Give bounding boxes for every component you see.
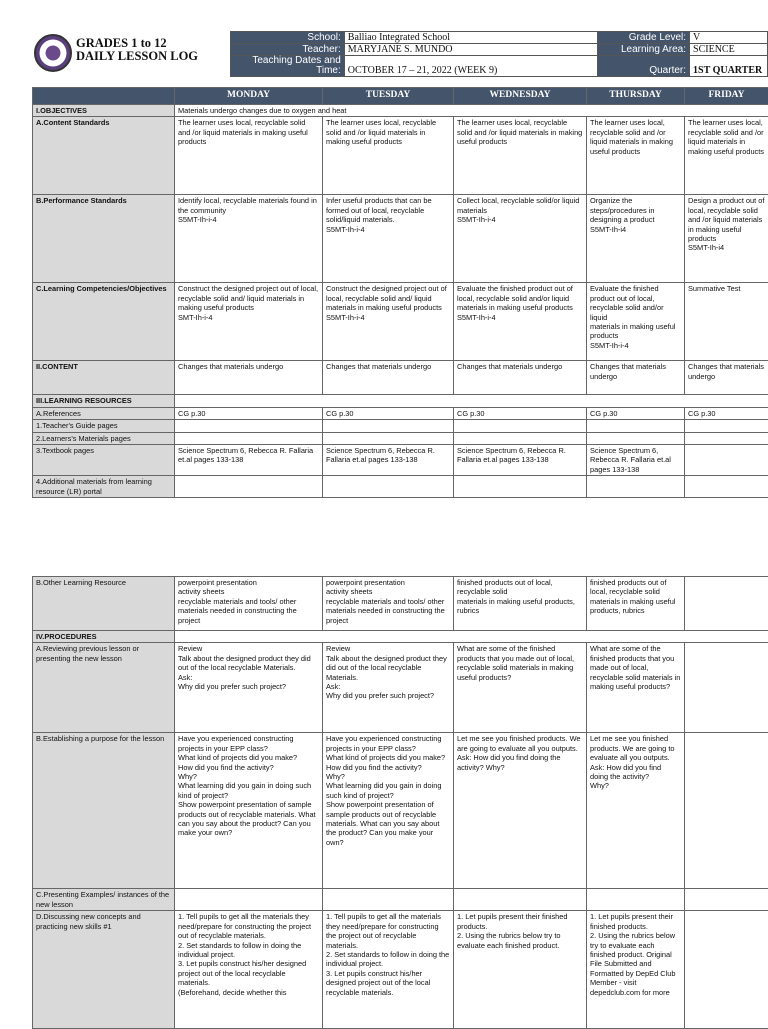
reviewing-tuesday: Review Talk about the designed product they did out of the local recyclable Materials. Ask: Why did you prefer such project? bbox=[323, 643, 454, 733]
other-resource-monday: powerpoint presentation activity sheets recyclable materials and tools/ other materials needed in constructing the project bbox=[175, 577, 323, 631]
competencies-friday: Summative Test bbox=[685, 283, 768, 361]
tg-cell bbox=[323, 420, 454, 432]
textbook-row bbox=[33, 445, 768, 476]
performance-standards-monday: Identify local, recyclable materials found in the community S5MT-Ih-i-4 bbox=[175, 195, 323, 283]
additional-cell bbox=[685, 476, 768, 498]
resources-spacer bbox=[175, 395, 768, 407]
deped-seal-icon bbox=[34, 34, 72, 72]
day-header-friday: FRIDAY bbox=[685, 88, 768, 105]
presenting-label: C.Presenting Examples/ instances of the new lesson bbox=[33, 889, 175, 911]
reviewing-monday: Review Talk about the designed product they did out of the local recyclable Materials. Ask: Why did you prefer such project? bbox=[175, 643, 323, 733]
discussing-friday bbox=[685, 911, 768, 1029]
textbook-friday bbox=[685, 445, 768, 476]
resources-row bbox=[33, 395, 768, 407]
textbook-thursday: Science Spectrum 6, Rebecca R. Fallaria et.al pages 133-138 bbox=[587, 445, 685, 476]
additional-cell bbox=[454, 476, 587, 498]
quarter-value: 1ST QUARTER bbox=[690, 56, 768, 77]
day-header-wednesday: WEDNESDAY bbox=[454, 88, 587, 105]
lm-pages-row bbox=[33, 432, 768, 444]
content-standards-label: A.Content Standards bbox=[33, 117, 175, 195]
discussing-row bbox=[33, 911, 768, 1029]
references-wednesday: CG p.30 bbox=[454, 407, 587, 419]
content-standards-friday: The learner uses local, recyclable solid and /or liquid materials in making useful products bbox=[685, 117, 768, 195]
tg-cell bbox=[175, 420, 323, 432]
other-resource-thursday: finished products out of local, recyclable solid materials in making useful products, rubrics bbox=[587, 577, 685, 631]
lesson-table-page-1 bbox=[32, 87, 768, 498]
discussing-thursday: 1. Let pupils present their finished products. 2. Using the rubrics below try to evaluate each finished product. Original File Submitted and Formatted by DepEd Club Member - visit depedclub.com for more bbox=[587, 911, 685, 1029]
lm-pages-label: 2.Learners's Materials pages bbox=[33, 432, 175, 444]
references-tuesday: CG p.30 bbox=[323, 407, 454, 419]
competencies-wednesday: Evaluate the finished product out of local, recyclable solid and/or liquid materials in making useful products S5MT-Ih-i-4 bbox=[454, 283, 587, 361]
performance-standards-tuesday: Infer useful products that can be formed out of local, recyclable solid/liquid materials. S5MT-Ih-i-4 bbox=[323, 195, 454, 283]
discussing-monday: 1. Tell pupils to get all the materials they need/prepare for constructing the project out of recyclable materials. 2. Set standards to follow in doing the individual project. 3. Let pupils construct his/her designed project out of the local recyclable materials. (Beforehand, decide whether this bbox=[175, 911, 323, 1029]
reviewing-label: A.Reviewing previous lesson or presenting the new lesson bbox=[33, 643, 175, 733]
content-friday: Changes that materials undergo bbox=[685, 361, 768, 395]
teacher-value: MARYJANE S. MUNDO bbox=[344, 44, 597, 56]
resources-label: III.LEARNING RESOURCES bbox=[33, 395, 175, 407]
performance-standards-thursday: Organize the steps/procedures in designing a product S5MT-Ih-i4 bbox=[587, 195, 685, 283]
tg-cell bbox=[587, 420, 685, 432]
references-label: A.References bbox=[33, 407, 175, 419]
textbook-monday: Science Spectrum 6, Rebecca R. Fallaria et.al pages 133-138 bbox=[175, 445, 323, 476]
additional-row bbox=[33, 476, 768, 498]
references-row bbox=[33, 407, 768, 419]
area-label: Learning Area: bbox=[598, 44, 690, 56]
purpose-monday: Have you experienced constructing projects in your EPP class? What kind of projects did you make? How did you find the activity? Why? What learning did you gain in doing such kind of project? Show powerpoint presentation of sample products out of recyclable materials. What can you say about the product? Can you make your own? bbox=[175, 733, 323, 889]
lesson-table-page-2 bbox=[32, 576, 768, 1029]
page-two bbox=[32, 576, 768, 1029]
header bbox=[32, 31, 768, 77]
purpose-tuesday: Have you experienced constructing projects in your EPP class? What kind of projects did you make? How did you find the activity? Why? What learning did you gain in doing such kind of project? Show powerpoint presentation of sample products out of recyclable materials. What can you say about the product? Can you make your own? bbox=[323, 733, 454, 889]
teacher-label: Teacher: bbox=[231, 44, 345, 56]
other-resource-friday bbox=[685, 577, 768, 631]
purpose-wednesday: Let me see you finished products. We are going to evaluate all you outputs. Ask: How did you find doing the activity? Why? bbox=[454, 733, 587, 889]
performance-standards-wednesday: Collect local, recyclable solid/or liquid materials S5MT-Ih-i-4 bbox=[454, 195, 587, 283]
competencies-thursday: Evaluate the finished product out of local, recyclable solid and/or liquid materials in making useful products S5MT-Ih-i-4 bbox=[587, 283, 685, 361]
content-standards-tuesday: The learner uses local, recyclable solid and /or liquid materials in making useful products bbox=[323, 117, 454, 195]
content-row bbox=[33, 361, 768, 395]
other-resource-label: B.Other Learning Resource bbox=[33, 577, 175, 631]
textbook-tuesday: Science Spectrum 6, Rebecca R. Fallaria et.al pages 133-138 bbox=[323, 445, 454, 476]
purpose-row bbox=[33, 733, 768, 889]
references-monday: CG p.30 bbox=[175, 407, 323, 419]
content-standards-monday: The learner uses local, recyclable solid and /or liquid materials in making useful products bbox=[175, 117, 323, 195]
other-resource-wednesday: finished products out of local, recyclable solid materials in making useful products, rubrics bbox=[454, 577, 587, 631]
references-thursday: CG p.30 bbox=[587, 407, 685, 419]
lm-cell bbox=[175, 432, 323, 444]
performance-standards-friday: Design a product out of local, recyclable solid and /or liquid materials in making useful products S5MT-Ih-i4 bbox=[685, 195, 768, 283]
discussing-tuesday: 1. Tell pupils to get all the materials they need/prepare for constructing the project out of recyclable materials. 2. Set standards to follow in doing the individual project. 3. Let pupils construct his/her designed project out of the local recyclable materials. bbox=[323, 911, 454, 1029]
procedures-row bbox=[33, 631, 768, 643]
title-line-1: GRADES 1 to 12 bbox=[76, 37, 198, 50]
content-tuesday: Changes that materials undergo bbox=[323, 361, 454, 395]
competencies-label: C.Learning Competencies/Objectives bbox=[33, 283, 175, 361]
competencies-tuesday: Construct the designed project out of local, recyclable solid and/ liquid materials in making useful products S5MT-Ih-i-4 bbox=[323, 283, 454, 361]
dates-value: OCTOBER 17 – 21, 2022 (WEEK 9) bbox=[344, 56, 597, 77]
textbook-label: 3.Textbook pages bbox=[33, 445, 175, 476]
day-header-monday: MONDAY bbox=[175, 88, 323, 105]
competencies-row bbox=[33, 283, 768, 361]
content-wednesday: Changes that materials undergo bbox=[454, 361, 587, 395]
dates-label bbox=[231, 56, 345, 77]
objectives-row bbox=[33, 105, 768, 117]
discussing-label: D.Discussing new concepts and practicing new skills #1 bbox=[33, 911, 175, 1029]
additional-cell bbox=[175, 476, 323, 498]
content-monday: Changes that materials undergo bbox=[175, 361, 323, 395]
discussing-wednesday: 1. Let pupils present their finished products. 2. Using the rubrics below try to evaluate each finished product. bbox=[454, 911, 587, 1029]
performance-standards-label: B.Performance Standards bbox=[33, 195, 175, 283]
other-resource-row bbox=[33, 577, 768, 631]
tg-cell bbox=[454, 420, 587, 432]
reviewing-row bbox=[33, 643, 768, 733]
content-standards-wednesday: The learner uses local, recyclable solid and /or liquid materials in making useful products bbox=[454, 117, 587, 195]
reviewing-wednesday: What are some of the finished products that you made out of local, recyclable solid materials in making useful products? bbox=[454, 643, 587, 733]
header-corner bbox=[33, 88, 175, 105]
performance-standards-row bbox=[33, 195, 768, 283]
additional-cell bbox=[323, 476, 454, 498]
reviewing-thursday: What are some of the finished products that you made out of local, recyclable solid materials in making useful products? bbox=[587, 643, 685, 733]
school-label: School: bbox=[231, 32, 345, 44]
tg-cell bbox=[685, 420, 768, 432]
presenting-cell bbox=[454, 889, 587, 911]
quarter-label: Quarter: bbox=[598, 56, 690, 77]
additional-cell bbox=[587, 476, 685, 498]
lm-cell bbox=[685, 432, 768, 444]
presenting-cell bbox=[175, 889, 323, 911]
content-standards-row bbox=[33, 117, 768, 195]
dates-label-line-1: Teaching Dates and bbox=[234, 56, 341, 66]
purpose-thursday: Let me see you finished products. We are going to evaluate all you outputs. Ask: How did you find doing the activity? Why? bbox=[587, 733, 685, 889]
document-title bbox=[76, 37, 198, 63]
other-resource-tuesday: powerpoint presentation activity sheets recyclable materials and tools/ other materials needed in constructing the project bbox=[323, 577, 454, 631]
competencies-monday: Construct the designed project out of local, recyclable solid and/ liquid materials in making useful products SMT-Ih-i-4 bbox=[175, 283, 323, 361]
school-value: Balliao Integrated School bbox=[344, 32, 597, 44]
day-header-tuesday: TUESDAY bbox=[323, 88, 454, 105]
lm-cell bbox=[323, 432, 454, 444]
grade-label: Grade Level: bbox=[598, 32, 690, 44]
presenting-cell bbox=[587, 889, 685, 911]
purpose-friday bbox=[685, 733, 768, 889]
presenting-row bbox=[33, 889, 768, 911]
additional-label: 4.Additional materials from learning resource (LR) portal bbox=[33, 476, 175, 498]
area-value: SCIENCE bbox=[690, 44, 768, 56]
objectives-text: Materials undergo changes due to oxygen and heat bbox=[175, 105, 768, 117]
lm-cell bbox=[587, 432, 685, 444]
content-label: II.CONTENT bbox=[33, 361, 175, 395]
grade-value: V bbox=[690, 32, 768, 44]
procedures-label: IV.PROCEDURES bbox=[33, 631, 175, 643]
tg-pages-row bbox=[33, 420, 768, 432]
content-thursday: Changes that materials undergo bbox=[587, 361, 685, 395]
purpose-label: B.Establishing a purpose for the lesson bbox=[33, 733, 175, 889]
procedures-spacer bbox=[175, 631, 768, 643]
presenting-cell bbox=[323, 889, 454, 911]
day-header-row bbox=[33, 88, 768, 105]
reviewing-friday bbox=[685, 643, 768, 733]
dates-label-line-2: Time: bbox=[234, 66, 341, 76]
presenting-cell bbox=[685, 889, 768, 911]
day-header-thursday: THURSDAY bbox=[587, 88, 685, 105]
objectives-label: I.OBJECTIVES bbox=[33, 105, 175, 117]
header-info-grid bbox=[230, 31, 768, 77]
content-standards-thursday: The learner uses local, recyclable solid and /or liquid materials in making useful products bbox=[587, 117, 685, 195]
tg-pages-label: 1.Teacher's Guide pages bbox=[33, 420, 175, 432]
page-one bbox=[32, 31, 768, 498]
title-line-2: DAILY LESSON LOG bbox=[76, 50, 198, 63]
lm-cell bbox=[454, 432, 587, 444]
references-friday: CG p.30 bbox=[685, 407, 768, 419]
textbook-wednesday: Science Spectrum 6, Rebecca R. Fallaria et.al pages 133-138 bbox=[454, 445, 587, 476]
